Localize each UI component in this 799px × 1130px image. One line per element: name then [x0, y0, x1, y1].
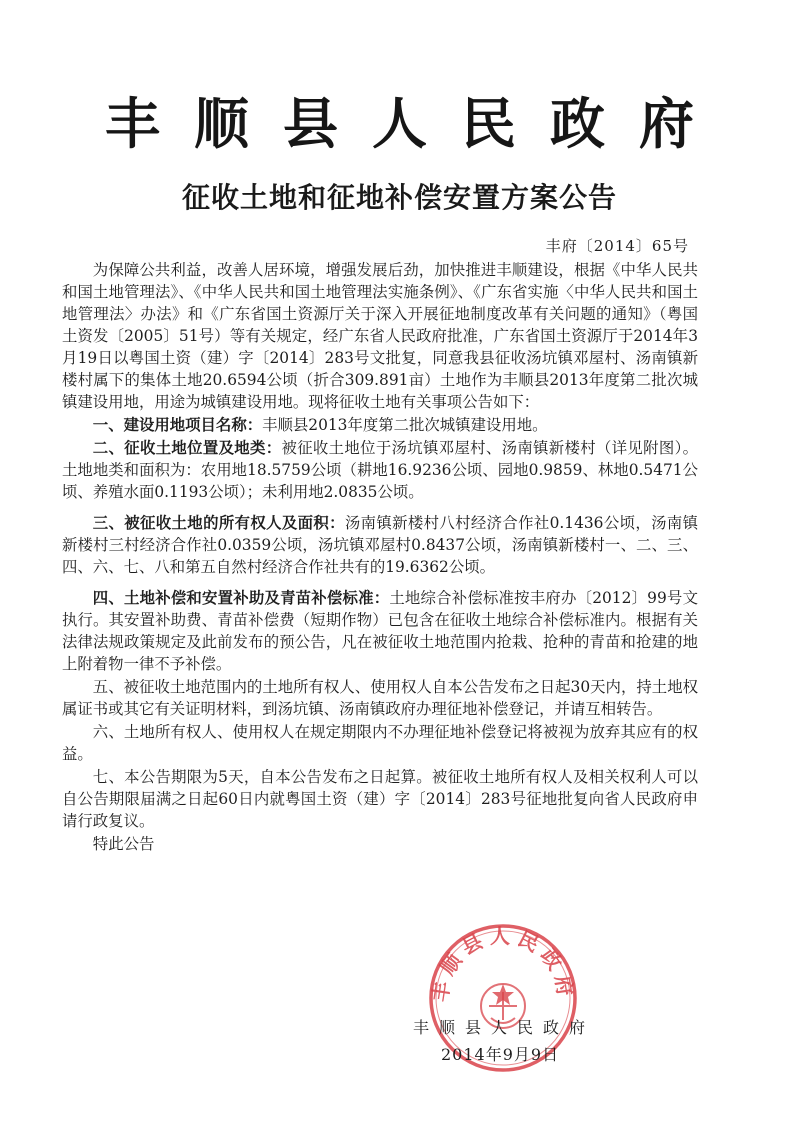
section-7-text: 七、本公告期限为5天，自本公告发布之日起算。被征收土地所有权人及相关权利人可以自公告期限届满之日起60日内就粤国土资（建）字〔2014〕283号征地批复向省人民政府申请行政复议。: [62, 768, 698, 830]
section-1-heading: 一、建设用地项目名称：: [92, 416, 263, 434]
closing-line: 特此公告: [92, 835, 155, 853]
intro-paragraph: 为保障公共利益，改善人居环境，增强发展后劲，加快推进丰顺建设，根据《中华人民共和国土地管理法》、《中华人民共和国土地管理法实施条例》、《广东省实施〈中华人民共和国土地管理法〉办法》和《广东省国土资源厅关于深入开展征地制度改革有关问题的通知》（粤国土资发〔2005〕51号）等有关规定，经广东省人民政府批准，广东省国土资源厅于2014年3月19日以粤国土资（建）字〔2014〕283号文批复，同意我县征收汤坑镇邓屋村、汤南镇新楼村属下的集体土地20.6594公顷（折合309.891亩）土地作为丰顺县2013年度第二批次城镇建设用地，用途为城镇建设用地。现将征收土地有关事项公告如下：: [62, 261, 698, 411]
signature-block: [413, 1015, 633, 1065]
section-2-text: 被征收土地位于汤坑镇邓屋村、汤南镇新楼村（详见附图）。土地地类和面积为：农用地18.5759公顷（耕地16.9236公顷、园地0.9859、林地0.5471公顷、养殖水面0.1193公顷）；未利用地2.0835公顷。: [62, 439, 698, 501]
section-4-text: 土地综合补偿标准按丰府办〔2012〕99号文执行。其安置补助费、青苗补偿费（短期作物）已包含在征收土地综合补偿标准内。根据有关法律法规政策规定及此前发布的预公告，凡在被征收土地范围内抢栽、抢种的青苗和抢建的地上附着物一律不予补偿。: [62, 589, 698, 673]
announcement-body: [62, 259, 698, 855]
section-7: [62, 766, 698, 832]
section-4: [62, 587, 698, 675]
issuing-authority-title: 丰顺县人民政府: [104, 92, 728, 156]
section-4-heading: 四、土地补偿和安置补助及青苗补偿标准：: [92, 589, 390, 607]
seal-ring-text: 丰顺县人民政府: [427, 923, 579, 1004]
section-3: [62, 512, 698, 578]
signature-organization: 丰顺县人民政府: [413, 1018, 596, 1037]
section-5: [62, 676, 698, 720]
section-3-heading: 三、被征收土地的所有权人及面积：: [92, 514, 345, 532]
section-2-heading: 二、征收土地位置及地类：: [92, 439, 282, 457]
document-number: 丰府〔2014〕65号: [545, 237, 689, 255]
section-1-text: 丰顺县2013年度第二批次城镇建设用地。: [262, 416, 548, 434]
section-3-text: 汤南镇新楼村八村经济合作社0.1436公顷，汤南镇新楼村三村经济合作社0.0359公顷，汤坑镇邓屋村0.8437公顷，汤南镇新楼村一、二、三、四、六、七、八和第五自然村经济合作社共有的19.6362公顷。: [62, 514, 698, 576]
section-5-text: 五、被征收土地范围内的土地所有权人、使用权人自本公告发布之日起30天内，持土地权属证书或其它有关证明材料，到汤坑镇、汤南镇政府办理征地补偿登记，并请互相转告。: [62, 678, 698, 718]
signature-date: 2014年9月9日: [441, 1045, 560, 1064]
document-title: 征收土地和征地补偿安置方案公告: [181, 181, 617, 214]
section-6: [62, 721, 698, 765]
section-6-text: 六、土地所有权人、使用权人在规定期限内不办理征地补偿登记将被视为放弃其应有的权益。: [62, 723, 698, 763]
section-1: [62, 414, 698, 436]
section-2: [62, 437, 698, 503]
